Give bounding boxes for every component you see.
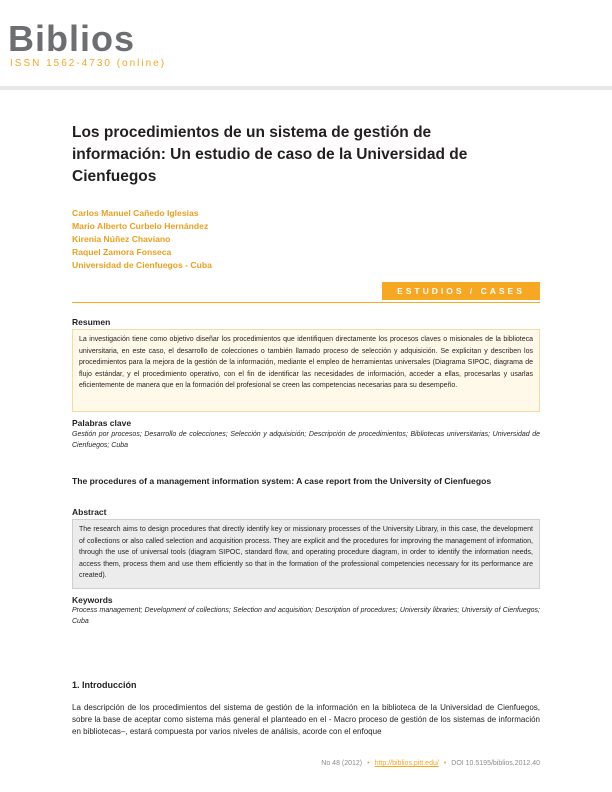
author-1: Carlos Manuel Cañedo Iglesias (72, 208, 199, 218)
palabras-clave-text: Gestión por procesos; Desarrollo de colecciones; Selección y adquisición; Descripción de procedimientos; Bibliotecas universitarias; Universidad de Cienfuegos; Cuba (72, 431, 540, 449)
journal-logo: Biblios (8, 18, 136, 59)
palabras-clave-heading: Palabras clave (72, 418, 132, 428)
abstract-box: The research aims to design procedures that directly identify key or missionary processes of the University Library, in this case, the development of collections or also called selection and acquisition process. They are explicit and the procedures for improving the management of information, through the use of universal tools (diagram SIPOC, standard flow, and operating procedure diagram, in order to identify the information needs, access them, process them and use them efficiently so that in the formation of the professional competencies necessary for its performance are created). (72, 519, 540, 589)
author-list (72, 207, 212, 272)
footer-separator: • (443, 760, 447, 767)
author-4: Raquel Zamora Fonseca (72, 247, 172, 257)
intro-text: La descripción de los procedimientos del sistema de gestión de la información en la biblioteca de la Universidad de Cienfuegos, sobre la base de aceptar como sistema más general el planteado en el - Macro proceso de gestión de los sistemas de información en bibliotecas–, estará compuesta por varios niveles de análisis, acorde con el enfoque (72, 703, 540, 737)
english-title: The procedures of a management information system: A case report from the University of Cienfuegos (72, 476, 492, 486)
resumen-heading: Resumen (72, 317, 111, 327)
doi-label: DOI 10.5195/biblios.2012.40 (451, 760, 540, 767)
issue-number: No 48 (2012) (321, 760, 363, 767)
issn-label: ISSN 1562-4730 (online) (10, 58, 167, 69)
page-footer (321, 760, 540, 767)
abstract-heading: Abstract (72, 507, 107, 517)
keywords-heading: Keywords (72, 595, 113, 605)
keywords-text: Process management; Development of collections; Selection and acquisition; Description of procedures; University libraries; University of Cienfuegos; Cuba (72, 607, 540, 625)
resumen-box: La investigación tiene como objetivo diseñar los procedimientos que identifiquen directamente los procesos claves o misionales de la biblioteca universitaria, en este caso, el desarrollo de colecciones o también llamado proceso de selección y adquisición. Se explicitan y describen los procedimientos para la mejora de la gestión de la información, mediante el empleo de herramientas universales (Diagrama SIPOC, diagrama de flujo estándar, y el procedimiento operativo, con el fin de identificar las necesidades de información, acceder a ellas, procesarlas y usarlas eficientemente de manera que en la formación del profesional se creen las competencias necesarias para su desempeño. (72, 329, 540, 412)
journal-link[interactable]: http://biblios.pitt.edu/ (374, 760, 439, 767)
journal-header (0, 0, 612, 92)
author-3: Kirenia Núñez Chaviano (72, 234, 171, 244)
footer-separator: • (367, 760, 370, 767)
header-divider (0, 86, 612, 90)
affiliation: Universidad de Cienfuegos - Cuba (72, 260, 212, 270)
intro-heading: 1. Introducción (72, 680, 137, 690)
section-divider (72, 302, 540, 303)
article-title: Los procedimientos de un sistema de gestión de información: Un estudio de caso de la Universidad de Cienfuegos (72, 124, 468, 185)
section-label: ESTUDIOS / CASES (382, 282, 540, 300)
author-2: Mario Alberto Curbelo Hernández (72, 221, 209, 231)
